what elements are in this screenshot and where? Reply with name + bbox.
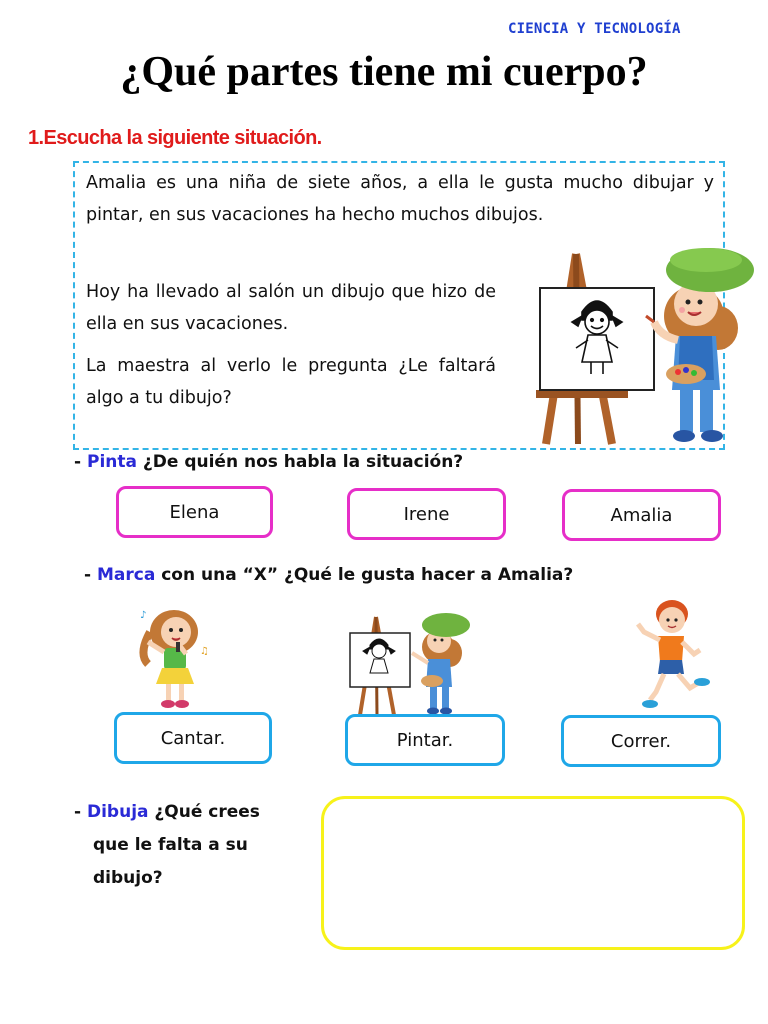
drawing-area[interactable] [321,796,745,950]
svg-text:♫: ♫ [200,646,209,657]
option-amalia[interactable]: Amalia [562,489,721,541]
subject-label: CIENCIA Y TECNOLOGÍA [508,21,681,37]
question-3 [74,796,260,895]
question-3-dash: - [74,802,82,822]
painter-girl-icon [646,248,754,442]
question-1-text: ¿De quién nos habla la situación? [142,452,464,472]
question-3-text-1: ¿Qué crees [154,802,260,822]
question-3-text-2: que le falta a su [93,835,248,855]
section-heading: 1.Escucha la siguiente situación. [28,127,322,149]
question-1-dash: - [74,452,82,472]
singing-girl-illustration [134,602,214,712]
question-3-line-1 [74,796,260,829]
girl-painting-illustration [520,240,760,445]
question-1-verb: Pinta [86,452,137,472]
question-3-text-3: dibujo? [93,868,163,888]
painting-girl-small-illustration [346,609,470,715]
svg-text:♪: ♪ [140,610,147,621]
option-irene[interactable]: Irene [347,488,506,540]
page-title: ¿Qué partes tiene mi cuerpo? [120,49,648,95]
option-cantar[interactable]: Cantar. [114,712,272,764]
option-correr[interactable]: Correr. [561,715,721,767]
question-3-verb: Dibuja [86,802,149,822]
question-1 [74,452,463,472]
running-boy-illustration [630,596,710,712]
question-2-dash: - [84,565,92,585]
question-2-verb: Marca [96,565,156,585]
option-pintar[interactable]: Pintar. [345,714,505,766]
question-2 [84,565,573,585]
option-elena[interactable]: Elena [116,486,273,538]
story-paragraph-3: La maestra al verlo le pregunta ¿Le faltará algo a tu dibujo? [86,356,496,408]
question-2-text: con una “X” ¿Qué le gusta hacer a Amalia? [161,565,574,585]
story-paragraph-2: Hoy ha llevado al salón un dibujo que hizo de ella en sus vacaciones. [86,282,496,334]
story-paragraph-1: Amalia es una niña de siete años, a ella le gusta mucho dibujar y pintar, en sus vacaciones ha hecho muchos dibujos. [86,173,714,225]
